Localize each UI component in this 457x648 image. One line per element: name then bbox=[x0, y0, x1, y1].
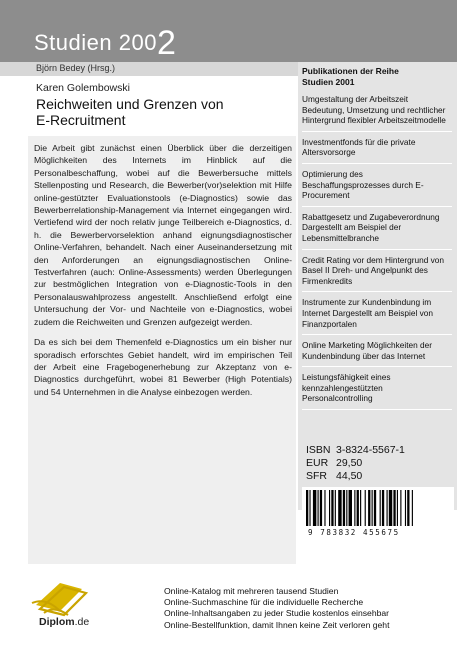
barcode-bar bbox=[412, 490, 413, 526]
barcode-bar bbox=[343, 490, 345, 526]
barcode-bar bbox=[338, 490, 341, 526]
series-title bbox=[34, 26, 176, 60]
logo-tld: .de bbox=[74, 616, 90, 628]
publication-item: Online Marketing Möglichkeiten der Kundenbindung über das Internet bbox=[302, 338, 452, 367]
barcode-bar bbox=[335, 490, 336, 526]
publications-list bbox=[302, 92, 452, 413]
isbn-row bbox=[306, 444, 454, 457]
book-title-line1: Reichweiten und Grenzen von bbox=[36, 96, 224, 112]
eur-label: EUR bbox=[306, 457, 329, 469]
editor-name: Björn Bedey (Hrsg.) bbox=[36, 63, 116, 73]
barcode-bar bbox=[405, 490, 406, 526]
barcode-bar bbox=[389, 490, 392, 526]
price-block bbox=[306, 444, 454, 483]
features-list bbox=[164, 586, 454, 631]
sfr-value: 44,50 bbox=[336, 470, 363, 482]
barcode-bar bbox=[318, 490, 319, 526]
sfr-row bbox=[306, 470, 454, 483]
isbn-value: 3-8324-5567-1 bbox=[336, 444, 405, 456]
book-stack-icon bbox=[30, 575, 140, 619]
sfr-label: SFR bbox=[306, 470, 327, 482]
barcode-bar bbox=[354, 490, 355, 526]
barcode-bar bbox=[313, 490, 316, 526]
eur-value: 29,50 bbox=[336, 457, 363, 469]
barcode-bar bbox=[365, 490, 366, 526]
barcode-bar bbox=[331, 490, 333, 526]
barcode-bar bbox=[368, 490, 370, 526]
publication-item: Credit Rating vor dem Hintergrund von Basel II Dreh- und Angelpunkt des Firmenkredits bbox=[302, 253, 452, 293]
publication-item: Investmentfonds für die private Altersvorsorge bbox=[302, 135, 452, 164]
publication-item: Rabattgesetz und Zugabeverordnung Dargestellt am Beispiel der Lebensmittelbranche bbox=[302, 210, 452, 250]
barcode-bar bbox=[320, 490, 322, 526]
barcode-bar bbox=[346, 490, 347, 526]
barcode-bar bbox=[309, 490, 310, 526]
barcode-bar bbox=[374, 490, 376, 526]
barcode-bar bbox=[306, 490, 308, 526]
publications-heading-line2: Studien 2001 bbox=[302, 77, 355, 87]
series-title-suffix: 2 bbox=[156, 24, 177, 62]
barcode-digits: 9 783832 455675 bbox=[308, 528, 400, 537]
feature-item: Online-Katalog mit mehreren tausend Studien bbox=[164, 586, 339, 596]
feature-item: Online-Bestellfunktion, damit Ihnen keine Zeit verloren geht bbox=[164, 619, 390, 630]
logo-text bbox=[39, 616, 89, 628]
blurb-paragraph-1: Die Arbeit gibt zunächst einen Überblick über die derzeitigen Möglichkeiten des Internets im Hinblick auf die Personalbeschaffung, wobei auf die Bewerbersuche mittels Stellenposting und Research, die Bewerber(vor)selektion mit Hilfe online-gestützter Evaluationstools (e-Diagnostics) sowie das Bewerberrelationship-Management via Internet eingegangen wird. Vertiefend wird der noch relativ junge Teilbereich e-Diagnostics, d. h. die Bewerbervorselektion anhand eignungsdiagnostischer Online-Verfahren, behandelt. Nach einer Auseinandersetzung mit den Anforderungen an eignungsdiagnostischen Online-Testverfahren (auch: Online-Assessments) werden Überlegungen zur bestmöglichen Integration von e-Diagnostic-Tools in den Personalauswahlprozess angestellt. Anschließend erfolgt eine Untersuchung der Vor- und Nachteile von e-Diagnostics, wobei zudem die Reichweiten und Grenzen aufgezeigt werden. bbox=[34, 143, 292, 327]
barcode-bar bbox=[372, 490, 373, 526]
barcode-bar bbox=[357, 490, 359, 526]
eur-row bbox=[306, 457, 454, 470]
blurb-text bbox=[34, 142, 292, 406]
publication-item: Umgestaltung der Arbeitszeit Bedeutung, Umsetzung und rechtlicher Hintergrund flexibler Arbeitszeitmodelle bbox=[302, 92, 452, 132]
logo-brand: Diplom bbox=[39, 616, 75, 628]
isbn-label: ISBN bbox=[306, 444, 331, 456]
barcode-bar bbox=[349, 490, 352, 526]
barcode-bar bbox=[360, 490, 361, 526]
feature-item: Online-Suchmaschine für die individuelle Recherche bbox=[164, 597, 364, 608]
barcode-bar bbox=[382, 490, 384, 526]
blurb-paragraph-2: Da es sich bei dem Themenfeld e-Diagnostics um ein bisher nur sporadisch erforschtes Gebiet handelt, wird im empirischen Teil der Arbeit eine Fragebogenerhebung zur Akzeptanz von e-Diagnostics durchgeführt, wobei 81 Bewerber (High Potentials) und 54 Unternehmen in die Analyse einbezogen werden. bbox=[34, 337, 292, 397]
barcode-bar bbox=[400, 490, 401, 526]
publication-item: Instrumente zur Kundenbindung im Internet Dargestellt am Beispiel von Finanzportalen bbox=[302, 295, 452, 335]
barcode-bar bbox=[387, 490, 388, 526]
barcode-bar bbox=[407, 490, 409, 526]
author-name: Karen Golembowski bbox=[36, 82, 130, 94]
barcode-bar bbox=[397, 490, 398, 526]
barcode-bars bbox=[306, 490, 450, 526]
feature-item: Online-Inhaltsangaben zu jeder Studie kostenlos einsehbar bbox=[164, 608, 390, 619]
publications-heading-line1: Publikationen der Reihe bbox=[302, 66, 399, 76]
book-title bbox=[36, 96, 286, 128]
book-title-line2: E-Recruitment bbox=[36, 112, 126, 128]
barcode-bar bbox=[329, 490, 330, 526]
barcode-bar bbox=[324, 490, 325, 526]
barcode-bar bbox=[393, 490, 395, 526]
publication-item: Optimierung des Beschaffungsprozesses durch E-Procurement bbox=[302, 167, 452, 207]
publications-heading bbox=[302, 66, 452, 88]
barcode-bar bbox=[380, 490, 381, 526]
series-title-prefix: Studien 200 bbox=[34, 30, 157, 55]
publication-item: Leistungsfähigkeit eines kennzahlengestützten Personalcontrolling bbox=[302, 370, 452, 410]
